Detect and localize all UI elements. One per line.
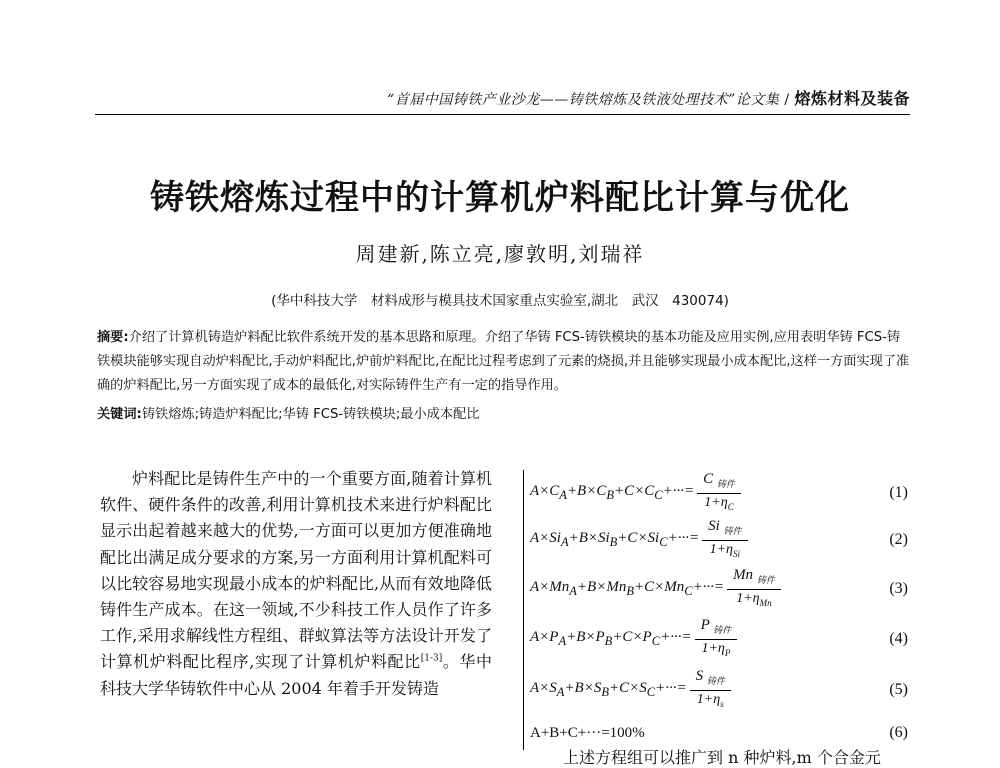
equation-block [523,470,914,750]
equation-lhs: $A\times Si_A+B\times Si_B+C\times Si_C+\cdot\cdot\cdot=$ [530,529,700,549]
running-header [95,86,910,109]
equation-2 [530,517,910,563]
equation-denominator: $1+\eta_P$ [701,641,731,658]
equation-label: (6) [889,724,908,741]
equation-label: (5) [889,681,908,698]
equation-denominator: $1+\eta_C$ [704,495,734,512]
equation-4 [530,616,910,662]
header-series: “首届中国铸铁产业沙龙——铸铁熔炼及铁液处理技术”论文集 [387,92,780,108]
author-list: 周建新,陈立亮,廖敦明,刘瑞祥 [355,242,645,266]
abstract-label: 摘要: [97,330,129,345]
equation-lhs: $A\times C_A+B\times C_B+C\times C_C+\cdot\cdot\cdot=$ [530,482,695,502]
equation-label: (3) [889,580,908,597]
equation-label: (4) [889,630,908,647]
equation-fraction [702,517,747,563]
abstract [97,326,912,398]
equation-denominator: $1+\eta_{Mn}$ [736,591,772,608]
keywords [97,403,912,427]
equation-numerator: P $_{铸件}$ [695,616,738,640]
equation-label: (1) [889,484,908,501]
abstract-text: 介绍了计算机铸造炉料配比软件系统开发的基本思路和原理。介绍了华铸 FCS-铸铁模块的基本功能及应用实例,应用表明华铸 FCS-铸铁模块能够实现自动炉料配比,手动炉料配比,炉前炉料配比,在配比过程考虑到了元素的烧损,并且能够实现最小成本配比,这样一方面实现了准确的炉料配比,另一方面实现了成本的最低化,对实际铸件生产有一定的指导作用。 [97,330,910,393]
equation-lhs: $A\times Mn_A+B\times Mn_B+C\times Mn_C+\cdot\cdot\cdot=$ [530,578,725,598]
equation-3 [530,566,910,612]
equation-numerator: S $_{铸件}$ [690,667,731,691]
header-separator: / [784,92,790,108]
equation-numerator: Mn $_{铸件}$ [727,566,781,590]
equation-5 [530,667,910,713]
body-text-b: 。华中科技大学华铸软件中心从 2004 年着手开发铸造 [100,652,492,698]
equation-lhs: $A\times S_A+B\times S_B+C\times S_C+\cdot\cdot\cdot=$ [530,679,687,699]
equation-fraction [695,616,738,662]
paper-title: 铸铁熔炼过程中的计算机炉料配比计算与优化 [150,178,850,218]
equation-lhs: A+B+C+···=100% [530,724,645,741]
equation-lhs: $A\times P_A+B\times P_B+C\times P_C+\cdot\cdot\cdot=$ [530,628,692,648]
equation-1 [530,470,910,516]
equation-numerator: C $_{铸件}$ [697,470,741,494]
header-rule [95,114,910,115]
equation-fraction [690,667,731,713]
body-paragraph [100,466,492,702]
equation-fraction [727,566,781,612]
affiliation: (华中科技大学 材料成形与模具技术国家重点实验室,湖北 武汉 430074) [271,293,729,309]
body-text-a: 炉料配比是铸件生产中的一个重要方面,随着计算机软件、硬件条件的改善,利用计算机技术来进行炉料配比显示出起着越来越大的优势,一方面可以更加方便准确地配比出满足成分要求的方案,另一方面利用计算机配料可以比较容易地实现最小成本的炉料配比,从而有效地降低铸件生产成本。在这一领域,不少科技工作人员作了许多工作,采用求解线性方程组、群蚁算法等方法设计开发了计算机炉料配比程序,实现了计算机炉料配比 [100,469,492,672]
equation-numerator: Si $_{铸件}$ [702,517,747,541]
keywords-text: 铸铁熔炼;铸造炉料配比;华铸 FCS-铸铁模块;最小成本配比 [141,407,480,422]
equation-fraction [697,470,741,516]
continuation-text: 上述方程组可以推广到 n 种炉料,m 个合金元 [563,748,881,767]
equation-denominator: $1+\eta_{Si}$ [709,542,740,559]
equation-denominator: $1+\eta_s$ [696,692,724,709]
citation: [1-3] [420,654,443,665]
equation-label: (2) [889,531,908,548]
header-section: 熔炼材料及装备 [794,89,910,108]
keywords-label: 关键词: [97,407,142,422]
